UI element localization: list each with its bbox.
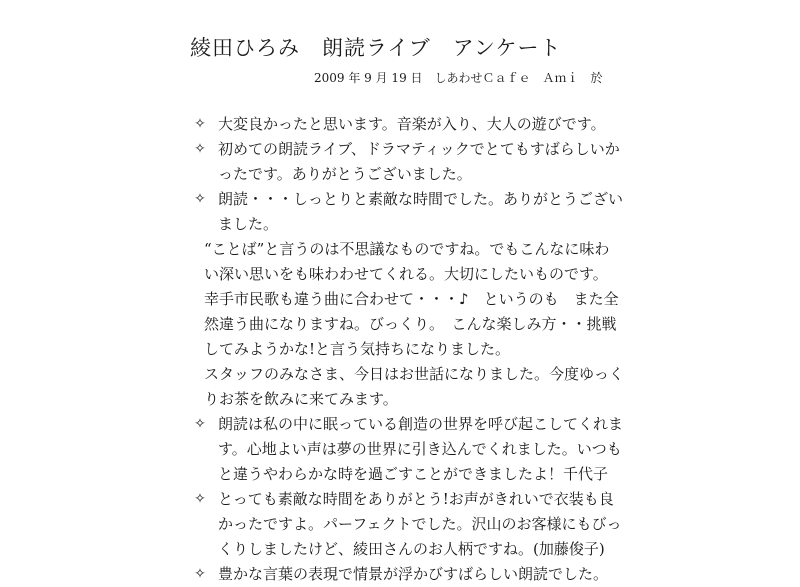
diamond-bullet-icon: ✧ [194, 416, 206, 432]
response-line: 初めての朗読ライブ、ドラマティックでとてもすばらしいか [218, 140, 620, 158]
survey-title: 綾田ひろみ 朗読ライブ アンケート [190, 36, 562, 60]
response-line: す。心地よい声は夢の世界に引き込んでくれました。いつも [218, 440, 622, 458]
response-line: 朗読は私の中に眠っている創造の世界を呼び起こしてくれま [218, 415, 624, 433]
response-item [190, 112, 620, 137]
response-line: と違うやわらかな時を過ごすことができましたよ！千代子 [218, 465, 609, 483]
dateline: 2009 年 9 月 19 日 しあわせＣａｆｅ Ａｍｉ 於 [314, 71, 603, 85]
response-item [190, 187, 624, 237]
diamond-bullet-icon: ✧ [194, 491, 206, 507]
diamond-bullet-icon: ✧ [194, 141, 206, 157]
response-line: とっても素敵な時間をありがとう!お声がきれいで衣装も良 [218, 490, 614, 508]
response-item [190, 137, 620, 187]
response-line: りお茶を飲みに来てみます。 [204, 390, 398, 408]
response-line: スタッフのみなさま、今日はお世話になりました。今度ゆっく [204, 365, 624, 383]
response-line: “ことば”と言うのは不思議なものですね。でもこんなに味わ [204, 240, 610, 258]
survey-responses [190, 112, 624, 587]
response-item [190, 562, 620, 587]
diamond-bullet-icon: ✧ [194, 191, 206, 207]
response-line: 幸手市民歌も違う曲に合わせて・・・♪ というのも また全 [204, 290, 619, 308]
response-line: 豊かな言葉の表現で情景が浮かびすばらしい朗読でした。 [218, 565, 609, 583]
response-line: 大変良かったと思います。音楽が入り、大人の遊びです。 [218, 115, 606, 133]
response-line: ました。 [218, 215, 279, 233]
response-line: してみようかな!と言う気持ちになりました。 [204, 340, 511, 358]
response-paragraph [190, 287, 620, 362]
response-line: 朗読・・・しっとりと素敵な時間でした。ありがとうござい [218, 190, 624, 208]
response-paragraph [190, 362, 624, 412]
response-line: 然違う曲になりますね。びっくり。 こんな楽しみ方・・挑戦 [204, 315, 617, 333]
diamond-bullet-icon: ✧ [194, 566, 206, 582]
response-item [190, 412, 624, 487]
response-paragraph [190, 237, 620, 287]
response-line: くりしましたけど、綾田さんのお人柄ですね。(加藤俊子) [218, 540, 605, 558]
diamond-bullet-icon: ✧ [194, 116, 206, 132]
response-line: かったですよ。パーフェクトでした。沢山のお客様にもびっ [218, 515, 622, 533]
response-line: い深い思いをも味わわせてくれる。大切にしたいものです。 [204, 265, 608, 283]
response-line: ったです。ありがとうございました。 [218, 165, 472, 183]
